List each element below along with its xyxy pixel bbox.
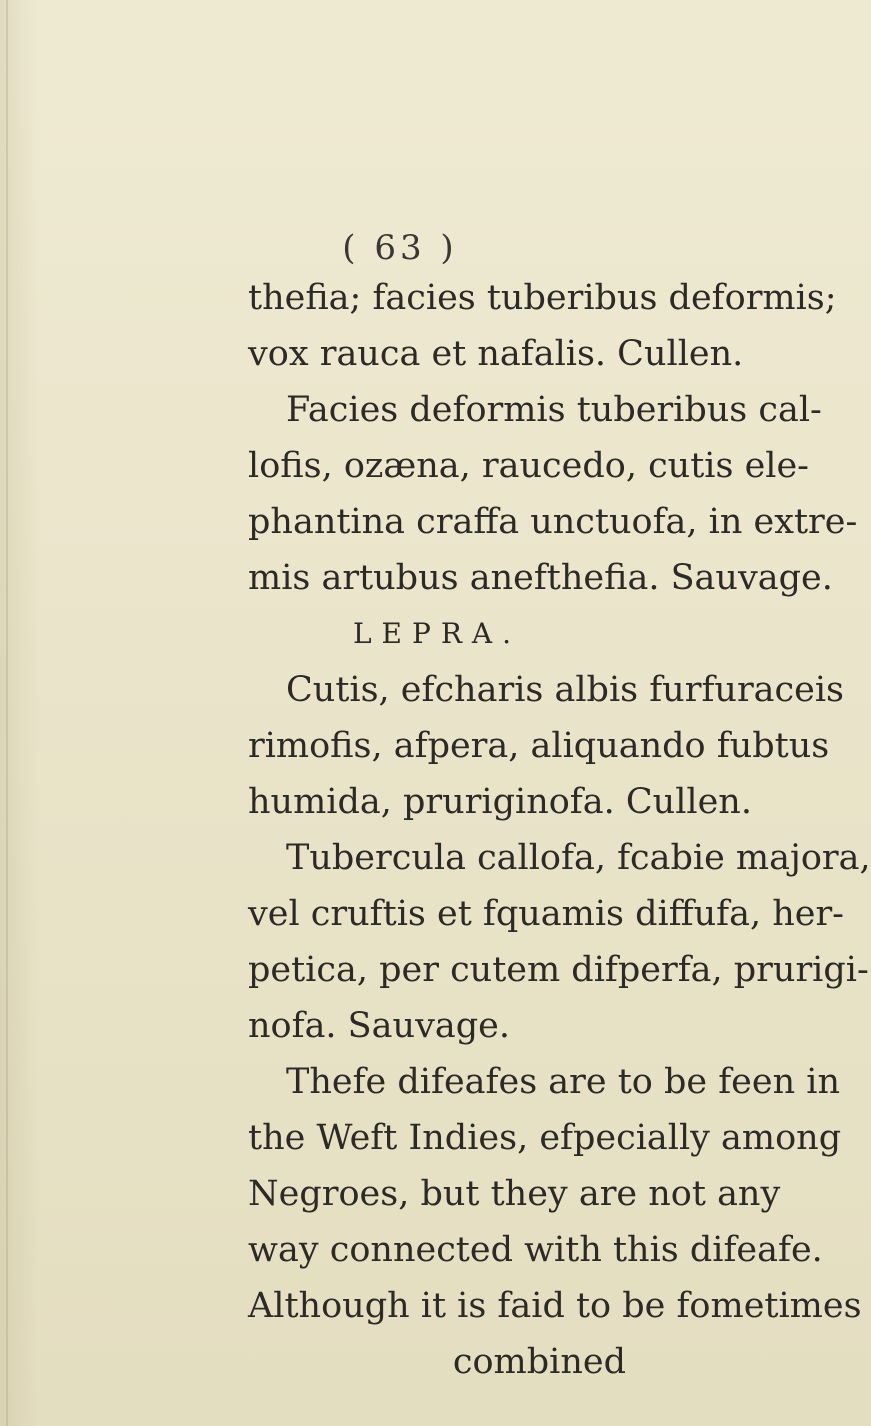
text-line: the Weft Indies, efpecially among	[248, 1118, 842, 1158]
page-number: ( 63 )	[342, 228, 458, 268]
text-line: mis artubus anefthefia. Sauvage.	[248, 558, 833, 598]
catchword: combined	[452, 1342, 626, 1382]
text-line: Facies deformis tuberibus cal-	[286, 390, 822, 430]
text-line: thefia; facies tuberibus deformis;	[248, 278, 837, 318]
text-line: Although it is faid to be fometimes	[248, 1286, 862, 1326]
text-line: Thefe difeafes are to be feen in	[286, 1062, 841, 1102]
text-line: rimofis, afpera, aliquando fubtus	[248, 726, 830, 766]
text-line: phantina craffa unctuofa, in extre-	[248, 502, 858, 542]
text-line: petica, per cutem difperfa, prurigi-	[248, 950, 869, 990]
text-line: way connected with this difeafe.	[248, 1230, 823, 1270]
text-line: nofa. Sauvage.	[248, 1006, 510, 1046]
text-line: humida, pruriginofa. Cullen.	[248, 782, 752, 822]
text-line: Negroes, but they are not any	[248, 1174, 781, 1214]
text-line: vox rauca et nafalis. Cullen.	[248, 334, 744, 374]
page-gutter-shadow	[6, 0, 8, 1426]
body-text	[248, 270, 871, 1390]
text-line: lofis, ozæna, raucedo, cutis ele-	[248, 446, 810, 486]
text-line: Cutis, efcharis albis furfuraceis	[286, 670, 845, 710]
text-line: vel cruftis et fquamis diffufa, her-	[248, 894, 845, 934]
section-heading: LEPRA.	[352, 617, 522, 650]
text-line: Tubercula callofa, fcabie majora,	[286, 838, 871, 878]
